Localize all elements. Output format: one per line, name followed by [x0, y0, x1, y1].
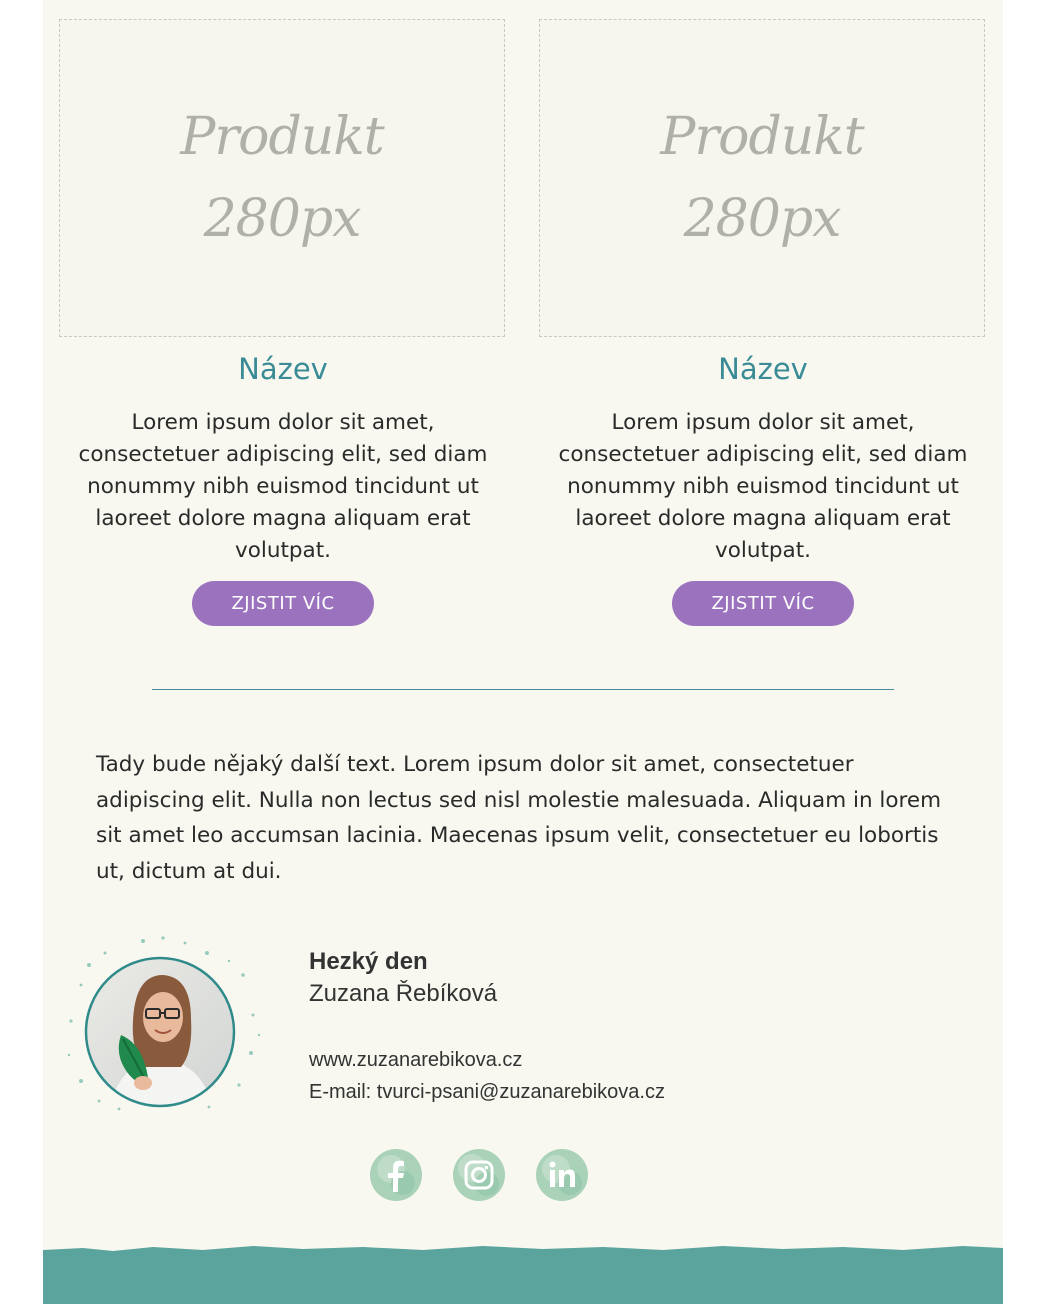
placeholder-size: 280px — [203, 189, 361, 249]
placeholder-size: 280px — [683, 189, 841, 249]
avatar-photo — [59, 935, 269, 1115]
product-card — [539, 19, 987, 626]
product-image-placeholder — [539, 19, 985, 337]
email-link[interactable]: E-mail: tvurci-psani@zuzanarebikova.cz — [309, 1081, 665, 1103]
avatar — [59, 935, 269, 1115]
signature-name: Zuzana Řebíková — [309, 980, 498, 1007]
product-title: Název — [718, 352, 808, 386]
placeholder-text: Produkt — [180, 107, 384, 167]
product-description: Lorem ipsum dolor sit amet, consectetuer adipiscing elit, sed diam nonummy nibh euismod tincidunt ut laoreet dolore magna aliquam erat volutpat. — [558, 410, 968, 563]
signature-block — [309, 946, 665, 1108]
placeholder-text: Produkt — [660, 107, 864, 167]
section-divider — [152, 689, 894, 690]
product-title: Název — [238, 352, 328, 386]
email-content — [43, 0, 1003, 1304]
learn-more-button[interactable]: ZJISTIT VÍC — [672, 581, 854, 626]
product-description: Lorem ipsum dolor sit amet, consectetuer adipiscing elit, sed diam nonummy nibh euismod tincidunt ut laoreet dolore magna aliquam erat volutpat. — [78, 410, 488, 563]
footer-band — [43, 1238, 1003, 1304]
body-paragraph: Tady bude nějaký další text. Lorem ipsum dolor sit amet, consectetuer adipiscing elit. Nulla non lectus sed nisl molestie malesuada. Aliquam in lorem sit amet leo accumsan lacinia. Maecenas ipsum velit, consectetuer eu lobortis ut, dictum at dui. — [96, 752, 942, 884]
product-card — [59, 19, 507, 626]
linkedin-icon[interactable] — [535, 1148, 589, 1202]
instagram-icon[interactable] — [452, 1148, 506, 1202]
product-image-placeholder — [59, 19, 505, 337]
signature-greeting: Hezký den — [309, 948, 428, 975]
facebook-icon[interactable] — [369, 1148, 423, 1202]
learn-more-button[interactable]: ZJISTIT VÍC — [192, 581, 374, 626]
website-link[interactable]: www.zuzanarebikova.cz — [309, 1049, 523, 1071]
